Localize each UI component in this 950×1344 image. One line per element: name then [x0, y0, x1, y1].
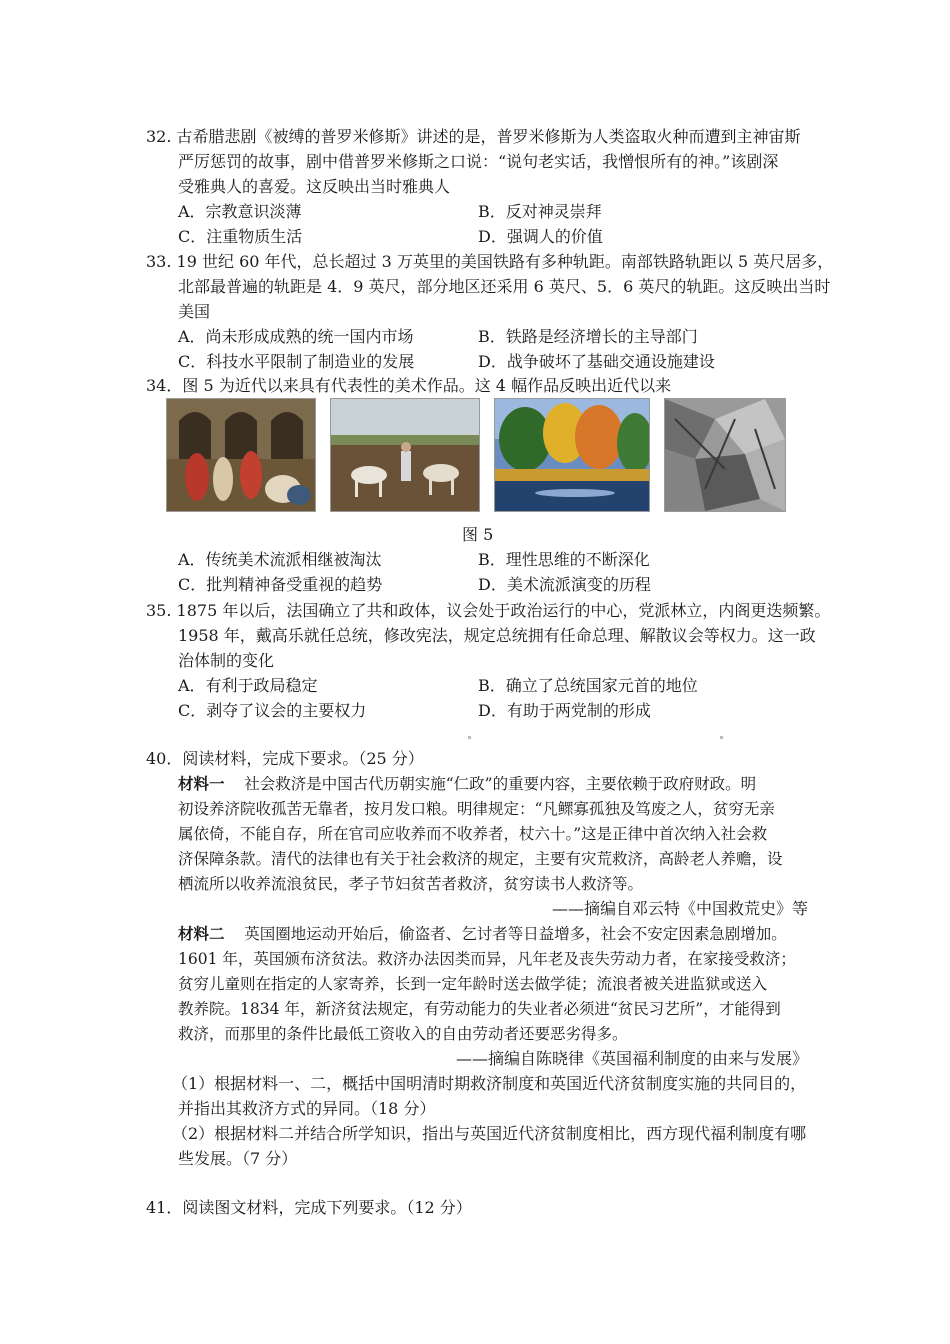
q32-line-2: 严厉惩罚的故事，剧中借普罗米修斯之口说：“说句老实话，我憎恨所有的神。”该剧深	[178, 152, 779, 171]
q34-line-1: 34．图 5 为近代以来具有代表性的美术作品。这 4 幅作品反映出近代以来	[146, 376, 672, 395]
material-1-line: 初设养济院收孤苦无靠者，按月发口粮。明律规定：“凡鳏寡孤独及笃废之人，贫穷无亲	[178, 800, 775, 818]
q32-option-b: B．反对神灵崇拜	[478, 202, 602, 221]
material-2-line: 救济，而那里的条件比最低工资收入的自由劳动者还要恶劣得多。	[178, 1025, 628, 1043]
q40-subquestion-1-cont: 并指出其救济方式的异同。（18 分）	[178, 1099, 436, 1118]
material-1-label: 材料一	[178, 774, 225, 793]
figure-caption: 图 5	[462, 525, 494, 544]
separator-dot	[468, 736, 471, 739]
material-2-line: 贫穷儿童则在指定的人家寄养，长到一定年龄时送去做学徒；流浪者被关进监狱或送入	[178, 975, 768, 993]
q33-option-a: A．尚未形成成熟的统一国内市场	[178, 327, 414, 346]
material-1-line: 属依倚，不能自存，所在官司应收养而不收养者，杖六十。”这是正律中首次纳入社会救	[178, 825, 768, 843]
q33-option-c: C．科技水平限制了制造业的发展	[178, 352, 415, 371]
q40-subquestion-2-cont: 些发展。（7 分）	[178, 1149, 298, 1168]
material-2-line: 教养院。1834 年，新济贫法规定，有劳动能力的失业者必须进“贫民习艺所”，才能得到	[178, 1000, 781, 1018]
q34-option-a: A．传统美术流派相继被淘汰	[178, 550, 382, 569]
q40-title: 40．阅读材料，完成下要求。（25 分）	[146, 749, 424, 768]
separator-dot	[720, 736, 723, 739]
q41-title: 41．阅读图文材料，完成下列要求。（12 分）	[146, 1198, 472, 1217]
painting-1-image	[166, 398, 316, 512]
q33-line-3: 美国	[178, 302, 211, 321]
q40-subquestion-2: （2）根据材料二并结合所学知识，指出与英国近代济贫制度相比，西方现代福利制度有哪	[172, 1124, 807, 1143]
q40-subquestion-1: （1）根据材料一、二，概括中国明清时期救济制度和英国近代济贫制度实施的共同目的，	[172, 1074, 807, 1093]
q35-line-3: 治体制的变化	[178, 651, 275, 670]
q32-line-1: 32. 古希腊悲剧《被缚的普罗米修斯》讲述的是，普罗米修斯为人类盗取火种而遭到主神宙斯	[146, 127, 801, 146]
material-2-line: 英国圈地运动开始后，偷盗者、乞讨者等日益增多，社会不安定因素急剧增加。	[244, 925, 787, 943]
q32-option-d: D．强调人的价值	[478, 227, 603, 246]
painting-3-image	[494, 398, 650, 512]
q32-line-3: 受雅典人的喜爱。这反映出当时雅典人	[178, 177, 451, 196]
q35-line-2: 1958 年，戴高乐就任总统，修改宪法，规定总统拥有任命总理、解散议会等权力。这一政	[178, 626, 816, 645]
painting-2-image	[330, 398, 480, 512]
material-2-source: ——摘编自陈晓律《英国福利制度的由来与发展》	[455, 1049, 808, 1068]
q35-option-c: C．剥夺了议会的主要权力	[178, 701, 367, 720]
q33-line-2: 北部最普遍的轨距是 4．9 英尺，部分地区还采用 6 英尺、5．6 英尺的轨距。这反映出当时	[178, 277, 831, 296]
material-1-line: 栖流所以收养流浪贫民，孝子节妇贫苦者救济，贫穷读书人救济等。	[178, 875, 644, 893]
q35-option-a: A．有利于政局稳定	[178, 676, 318, 695]
material-2-line: 1601 年，英国颁布济贫法。救济办法因类而异，凡年老及丧失劳动力者，在家接受救济；	[178, 950, 796, 968]
material-2-label: 材料二	[178, 924, 225, 943]
q35-line-1: 35. 1875 年以后，法国确立了共和政体，议会处于政治运行的中心，党派林立，内阁更迭频繁。	[146, 601, 831, 620]
q35-option-b: B．确立了总统国家元首的地位	[478, 676, 698, 695]
q34-option-c: C．批判精神备受重视的趋势	[178, 575, 383, 594]
q32-option-c: C．注重物质生活	[178, 227, 303, 246]
material-1-line: 济保障条款。清代的法律也有关于社会救济的规定，主要有灾荒救济，高龄老人养赡，设	[178, 850, 783, 868]
painting-4-image	[664, 398, 786, 512]
material-1-source: ——摘编自邓云特《中国救荒史》等	[551, 899, 808, 918]
q34-option-b: B．理性思维的不断深化	[478, 550, 650, 569]
q32-option-a: A．宗教意识淡薄	[178, 202, 302, 221]
q33-option-b: B．铁路是经济增长的主导部门	[478, 327, 698, 346]
q33-line-1: 33. 19 世纪 60 年代，总长超过 3 万英里的美国铁路有多种轨距。南部铁路轨距以 5 英尺居多，	[146, 252, 834, 271]
q35-option-d: D．有助于两党制的形成	[478, 701, 651, 720]
q34-option-d: D．美术流派演变的历程	[478, 575, 651, 594]
material-1-line: 社会救济是中国古代历朝实施“仁政”的重要内容，主要依赖于政府财政。明	[244, 775, 757, 793]
q33-option-d: D．战争破坏了基础交通设施建设	[478, 352, 715, 371]
